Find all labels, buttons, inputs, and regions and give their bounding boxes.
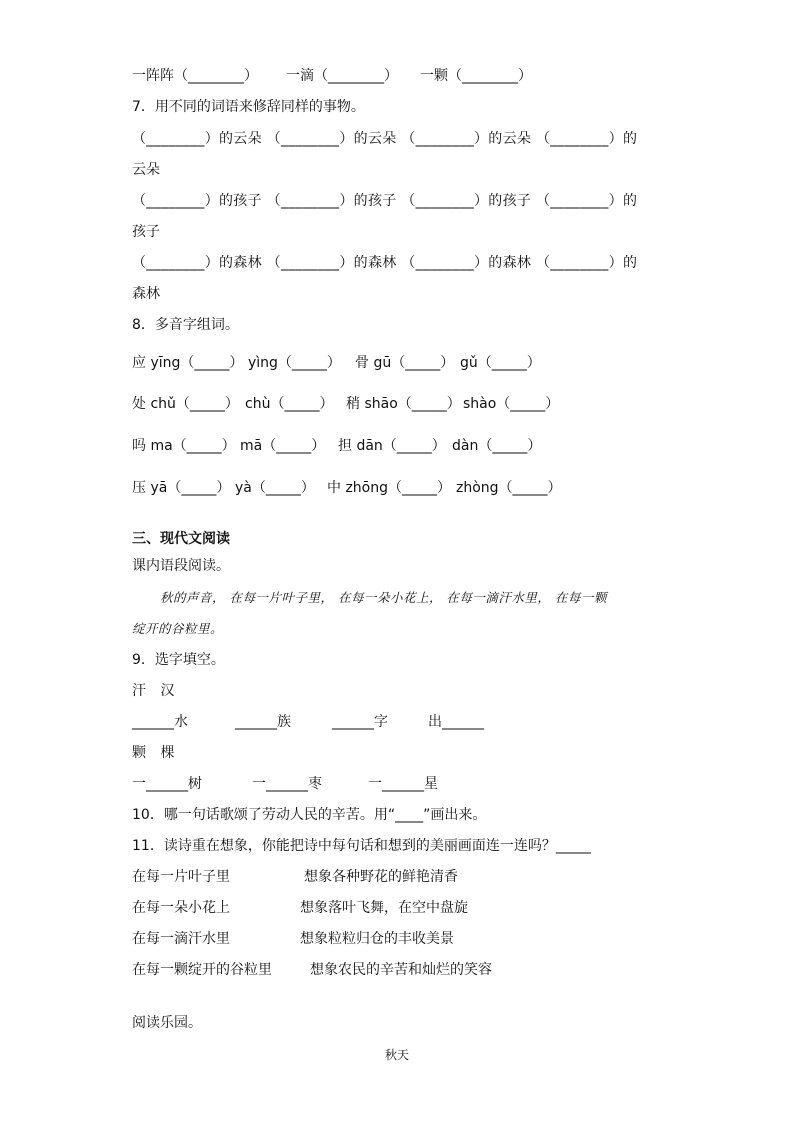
- q10-title: 10．哪一句话歌颂了劳动人民的辛苦。用“____”画出来。: [132, 807, 487, 823]
- reading-title: 秋天: [384, 1048, 409, 1062]
- q11-left-2: 在每一朵小花上: [132, 900, 230, 916]
- q11-title: 11．读诗重在想象，你能把诗中每句话和想到的美丽画面连一连吗？_____: [132, 838, 591, 854]
- q11-left-4: 在每一颗绽开的谷粒里: [132, 962, 272, 978]
- q8-r4-c4: zhòng（_____）: [456, 480, 562, 496]
- q9-title: 9．选字填空。: [132, 652, 225, 668]
- poem-line-2: 绽开的谷粒里。: [132, 621, 224, 636]
- reading-intro: 阅读乐园。: [132, 1015, 202, 1031]
- q9-pair-2: 颗 棵: [132, 745, 175, 761]
- q8-r1-c4: gǔ（_____）: [460, 355, 541, 371]
- q9-fill-7: 一______星: [368, 776, 438, 792]
- q11-left-3: 在每一滴汗水里: [132, 931, 230, 947]
- q7-row-1-wrap: 云朵: [132, 162, 160, 178]
- q6-item-3: 一颗（________）: [420, 68, 532, 84]
- q8-r1-c3: 骨 gū（_____）: [355, 355, 455, 371]
- q7-title: 7．用不同的词语来修辞同样的事物。: [132, 99, 365, 115]
- q8-r2-c1: 处 chǔ（_____）: [132, 396, 239, 412]
- q9-fill-1: ______水: [132, 714, 188, 730]
- q8-r3-c2: mā（_____）: [240, 438, 326, 454]
- q8-r3-c3: 担 dān（_____）: [338, 438, 446, 454]
- q7-row-2-wrap: 孩子: [132, 224, 160, 240]
- q8-r1-c1: 应 yīng（_____）: [132, 355, 244, 371]
- q8-r4-c3: 中 zhōng（_____）: [327, 480, 451, 496]
- q11-right-1: 想象各种野花的鲜艳清香: [304, 869, 458, 885]
- q7-row-3: （________）的森林 （________）的森林 （________）的森林 （________）的: [132, 255, 638, 271]
- q8-r3-c1: 吗 ma（_____）: [132, 438, 236, 454]
- q8-r4-c2: yà（_____）: [235, 480, 315, 496]
- q7-row-1: （________）的云朵 （________）的云朵 （________）的云朵 （________）的: [132, 131, 638, 147]
- q9-fill-3: ______字: [332, 714, 388, 730]
- section-intro: 课内语段阅读。: [132, 558, 230, 574]
- q8-r3-c4: dàn（_____）: [452, 438, 542, 454]
- q6-item-2: 一滴（________）: [286, 68, 398, 84]
- q9-fill-4: 出______: [428, 714, 484, 730]
- q8-title: 8．多音字组词。: [132, 317, 239, 333]
- section-heading: 三、现代文阅读: [132, 531, 230, 547]
- q9-fill-5: 一______树: [132, 776, 202, 792]
- q11-right-2: 想象落叶飞舞，在空中盘旋: [300, 900, 468, 916]
- q11-right-3: 想象粒粒归仓的丰收美景: [300, 931, 454, 947]
- q11-left-1: 在每一片叶子里: [132, 869, 230, 885]
- q9-fill-2: ______族: [235, 714, 291, 730]
- poem-line-1: 秋的声音， 在每一片叶子里， 在每一朵小花上， 在每一滴汗水里， 在每一颗: [160, 590, 607, 605]
- q11-right-4: 想象农民的辛苦和灿烂的笑容: [310, 962, 492, 978]
- q8-r2-c2: chù（_____）: [245, 396, 334, 412]
- q8-r2-c3: 稍 shāo（_____）: [346, 396, 461, 412]
- q6-item-1: 一阵阵（________）: [132, 68, 258, 84]
- q9-fill-6: 一______枣: [252, 776, 322, 792]
- q7-row-3-wrap: 森林: [132, 286, 160, 302]
- q9-pair-1: 汗 汉: [132, 683, 175, 699]
- q8-r1-c2: yìng（_____）: [248, 355, 341, 371]
- q8-r4-c1: 压 yā（_____）: [132, 480, 231, 496]
- q8-r2-c4: shào（_____）: [463, 396, 560, 412]
- q7-row-2: （________）的孩子 （________）的孩子 （________）的孩子 （________）的: [132, 193, 638, 209]
